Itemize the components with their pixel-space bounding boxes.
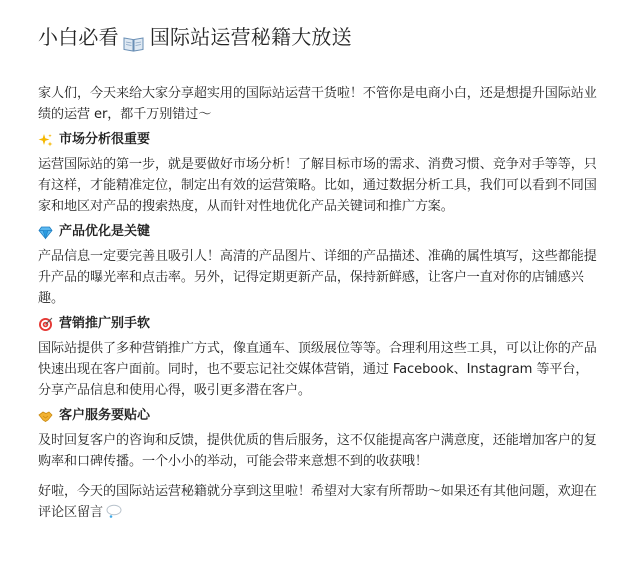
intro-paragraph: 家人们，今天来给大家分享超实用的国际站运营干货啦！不管你是电商小白，还是想提升国际站业绩的运营 er，都千万别错过～ (38, 86, 597, 122)
section-customer-service (38, 406, 600, 472)
title-part-1: 小白必看 (38, 25, 119, 49)
section-heading-text: 市场分析很重要 (59, 132, 151, 147)
handshake-icon (38, 409, 53, 424)
section-body: 国际站提供了多种营销推广方式，像直通车、顶级展位等等。合理利用这些工具，可以让你的产品快速出现在客户面前。同时，也不要忘记社交媒体营销，通过 Facebook、Instagram 等平台，分享产品信息和使用心得，吸引更多潜在客户。 (38, 341, 597, 398)
section-heading-text: 客户服务要贴心 (59, 408, 151, 423)
article (38, 22, 600, 523)
title-part-2: 国际站运营秘籍大放送 (149, 25, 352, 49)
gem-icon (38, 225, 53, 240)
outro-text: 好啦，今天的国际站运营秘籍就分享到这里啦！希望对大家有所帮助～如果还有其他问题，欢迎在评论区留言 (38, 484, 597, 520)
section-market-analysis (38, 130, 600, 217)
section-heading (38, 406, 600, 426)
section-body: 运营国际站的第一步，就是要做好市场分析！了解目标市场的需求、消费习惯、竞争对手等等，只有这样，才能精准定位，制定出有效的运营策略。比如，通过数据分析工具，我们可以看到不同国家和地区对产品的搜索热度，从而针对性地优化产品关键词和推广方案。 (38, 157, 597, 214)
section-heading (38, 222, 600, 242)
section-heading-text: 营销推广别手软 (59, 316, 151, 331)
section-body: 产品信息一定要完善且吸引人！高清的产品图片、详细的产品描述、准确的属性填写，这些都能提升产品的曝光率和点击率。另外，记得定期更新产品，保持新鲜感，让客户一直对你的店铺感兴趣。 (38, 249, 597, 306)
speech-bubble-icon (106, 504, 122, 518)
section-heading-text: 产品优化是关键 (59, 224, 151, 239)
section-marketing (38, 314, 600, 401)
section-body: 及时回复客户的咨询和反馈，提供优质的售后服务，这不仅能提高客户满意度，还能增加客户的复购率和口碑传播。一个小小的举动，可能会带来意想不到的收获哦！ (38, 433, 597, 469)
open-book-icon (123, 30, 144, 46)
article-title (38, 22, 600, 52)
section-heading (38, 314, 600, 334)
sparkles-icon (38, 133, 53, 148)
section-heading (38, 130, 600, 150)
section-product-optimization (38, 222, 600, 309)
outro-paragraph (38, 481, 600, 523)
target-icon (38, 317, 53, 332)
